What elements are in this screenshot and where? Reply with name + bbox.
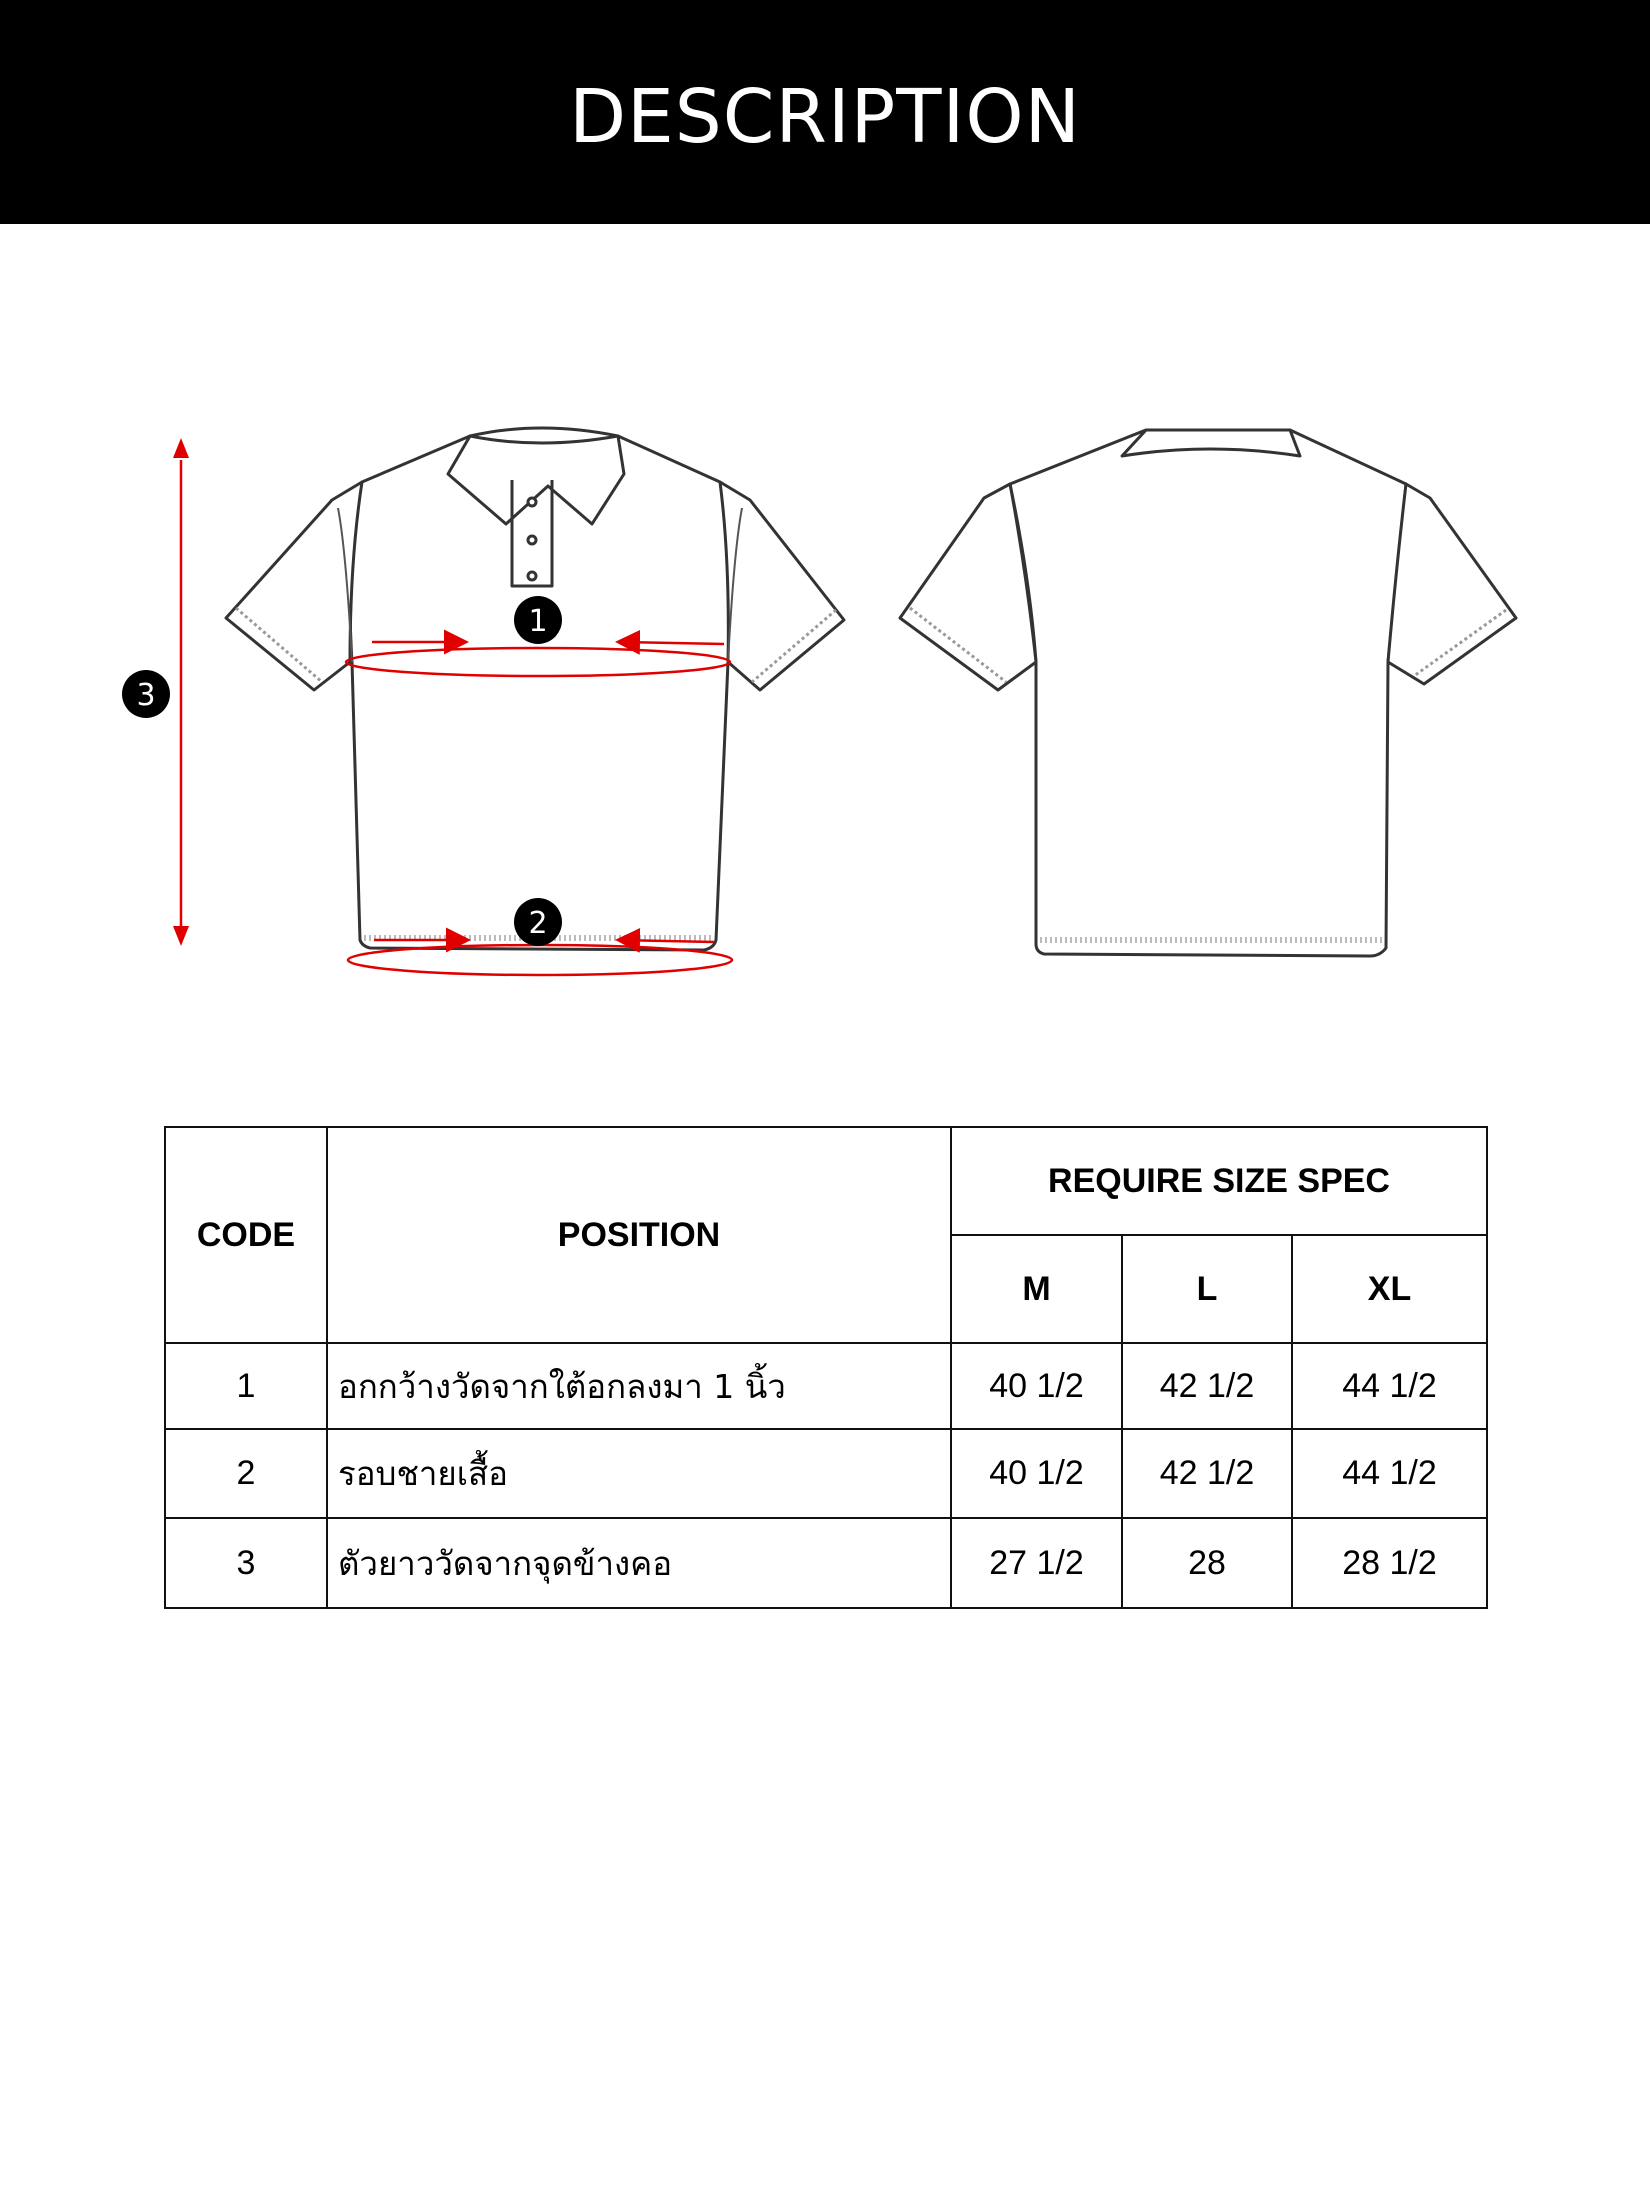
row-value-xl: 44 1/2 bbox=[1292, 1343, 1487, 1429]
table-row bbox=[165, 1429, 1487, 1518]
row-position: ตัวยาววัดจากจุดข้างคอ bbox=[327, 1518, 951, 1608]
row-value-xl: 28 1/2 bbox=[1292, 1518, 1487, 1608]
row-position: อกกว้างวัดจากใต้อกลงมา 1 นิ้ว bbox=[327, 1343, 951, 1429]
row-code: 3 bbox=[165, 1518, 327, 1608]
header-size-xl: XL bbox=[1292, 1235, 1487, 1343]
header-size-l: L bbox=[1122, 1235, 1292, 1343]
marker-3-badge bbox=[122, 670, 170, 718]
row-code: 1 bbox=[165, 1343, 327, 1429]
row-value-l: 42 1/2 bbox=[1122, 1343, 1292, 1429]
size-diagram bbox=[0, 400, 1650, 1020]
row-value-m: 27 1/2 bbox=[951, 1518, 1122, 1608]
row-value-m: 40 1/2 bbox=[951, 1429, 1122, 1518]
svg-text:2: 2 bbox=[528, 906, 548, 941]
shirt-back-illustration bbox=[900, 430, 1516, 956]
row-value-xl: 44 1/2 bbox=[1292, 1429, 1487, 1518]
size-spec-table bbox=[164, 1126, 1488, 1609]
row-code: 2 bbox=[165, 1429, 327, 1518]
row-value-l: 28 bbox=[1122, 1518, 1292, 1608]
svg-text:3: 3 bbox=[136, 678, 156, 713]
shirt-front-illustration bbox=[226, 428, 844, 950]
svg-text:1: 1 bbox=[528, 604, 548, 639]
header-size-m: M bbox=[951, 1235, 1122, 1343]
row-value-l: 42 1/2 bbox=[1122, 1429, 1292, 1518]
page-title: DESCRIPTION bbox=[569, 74, 1081, 160]
marker-2-badge bbox=[514, 898, 562, 946]
header-position: POSITION bbox=[327, 1127, 951, 1343]
header-spec-group: REQUIRE SIZE SPEC bbox=[951, 1127, 1487, 1235]
row-position: รอบชายเสื้อ bbox=[327, 1429, 951, 1518]
header-bar bbox=[0, 0, 1650, 224]
row-value-m: 40 1/2 bbox=[951, 1343, 1122, 1429]
marker-1-badge bbox=[514, 596, 562, 644]
table-row bbox=[165, 1343, 1487, 1429]
header-code: CODE bbox=[165, 1127, 327, 1343]
table-header-row bbox=[165, 1127, 1487, 1235]
length-measurement bbox=[173, 438, 189, 946]
table-row bbox=[165, 1518, 1487, 1608]
